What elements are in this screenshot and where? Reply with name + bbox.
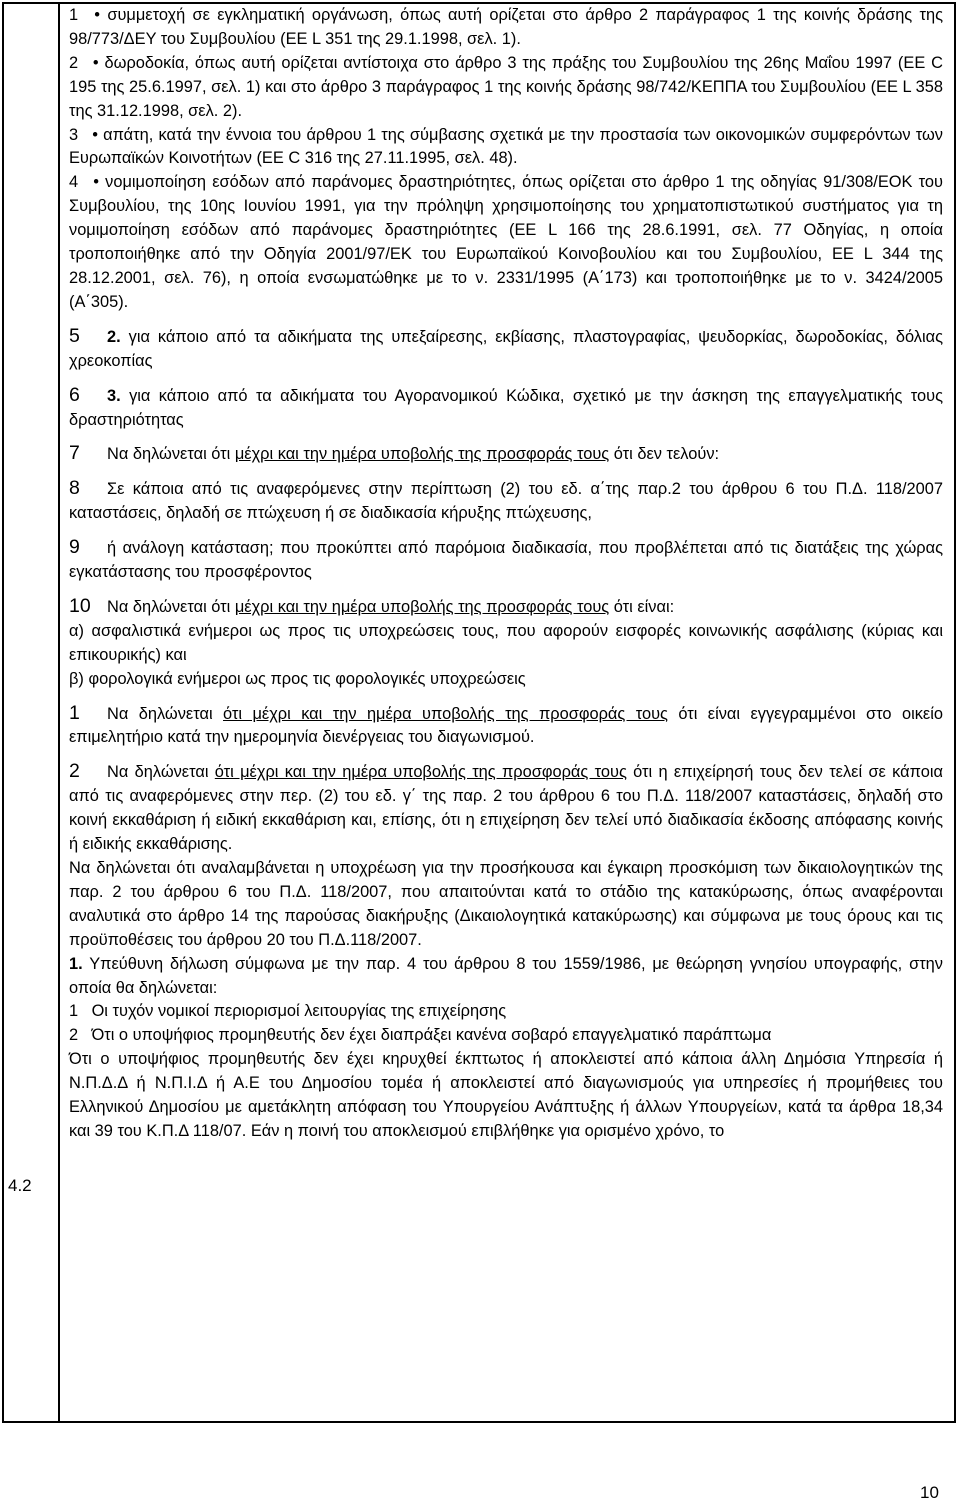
list-item: 10 Να δηλώνεται ότι μέχρι και την ημέρα υποβολής της προσφοράς τους ότι είναι:	[69, 594, 675, 617]
paragraph: Να δηλώνεται ότι αναλαμβάνεται η υποχρέωση για την προσήκουσα και έγκαιρη προσκόμιση των δικαιολογητικών της παρ. 2 του άρθρου 6 του Π.Δ. 118/2007, που απαιτούνται κατά το στάδιο της κατακύρωσης, όπως αναφέρονται αναλυτικά στο άρθρο 14 της παρούσας διακήρυξης (Δικαιολογητικά κατακύρωσης) και σύμφωνα με τους όρους και τις προϋποθέσεις του άρθρου 20 του Π.Δ.118/2007.	[69, 859, 943, 949]
list-item: 2 Να δηλώνεται ότι μέχρι και την ημέρα υποβολής της προσφοράς τους ότι η επιχείρησή τους δεν τελεί σε κάποια από τις αναφερόμενες στην περ. (2) του εδ. γ΄ της παρ. 2 του άρθρου 6 του Π.Δ. 118/2007 καταστάσεις, δηλαδή στο κοινή εκκαθάριση ή ειδική εκκαθάριση και, επίσης, ότι η επιχείρηση δεν τελεί υπό διαδικασία έκδοσης απόφασης κοινής ή ειδικής εκκαθάρισης.	[69, 760, 943, 854]
list-item: 3 • απάτη, κατά την έννοια του άρθρου 1 της σύμβασης σχετικά με την προστασία των οικονομικών συμφερόντων των Ευρωπαϊκών Κοινοτήτων (ΕΕ C 316 της 27.11.1995, σελ. 48).	[69, 125, 943, 168]
list-item: 5 2. για κάποιο από τα αδικήματα της υπεξαίρεσης, εκβίασης, πλαστογραφίας, ψευδορκίας, δωροδοκίας, δόλιας χρεοκοπίας	[69, 324, 943, 370]
list-item: 9 ή ανάλογη κατάσταση; που προκύπτει από παρόμοια διαδικασία, που προβλέπεται από τις διατάξεις της χώρας εγκατάστασης του προσφέροντος	[69, 536, 943, 582]
list-item: 6 3. για κάποιο από τα αδικήματα του Αγορανομικού Κώδικα, σχετικό με την άσκηση της επαγγελματικής τους δραστηριότητας	[69, 383, 943, 429]
list-item: 8 Σε κάποια από τις αναφερόμενες στην περίπτωση (2) του εδ. α΄της παρ.2 του άρθρου 6 του Π.Δ. 118/2007 καταστάσεις, δηλαδή σε πτώχευση ή σε διαδικασία κήρυξης πτώχευσης,	[69, 477, 943, 523]
list-item: 1 • συμμετοχή σε εγκληματική οργάνωση, όπως αυτή ορίζεται στο άρθρο 2 παράγραφος 1 της κοινής δράσης της 98/773/ΔΕΥ του Συμβουλίου (ΕΕ L 351 της 29.1.1998, σελ. 1).	[69, 6, 943, 48]
list-item: 7 Να δηλώνεται ότι μέχρι και την ημέρα υποβολής της προσφοράς τους ότι δεν τελούν:	[69, 442, 720, 465]
page-number: 10	[920, 1483, 939, 1502]
section-number: 4.2	[8, 1176, 32, 1195]
list-item: 1 Οι τυχόν νομικοί περιορισμοί λειτουργίας της επιχείρησης	[69, 1002, 507, 1021]
document-body	[69, 4, 943, 1144]
paragraph: Ότι ο υποψήφιος προμηθευτής δεν έχει κηρυχθεί έκπτωτος ή αποκλειστεί από κάποια άλλη Δημόσια Υπηρεσία ή Ν.Π.Δ.Δ ή Ν.Π.Ι.Δ ή Α.Ε του Δημοσίου τομέα ή αποκλειστεί από διαγωνισμούς για υπηρεσίες ή προμήθειες του Ελληνικού Δημοσίου με αμετάκλητη απόφαση του Υπουργείου Ανάπτυξης ή άλλων Υπουργείων, κατά τα άρθρα 18,34 και 39 του Κ.Π.Δ 118/07. Εάν η ποινή του αποκλεισμού επιβλήθηκε για ορισμένο χρόνο, το	[69, 1050, 943, 1140]
column-divider	[58, 2, 60, 1423]
section-4-2-intro: 1. Υπεύθυνη δήλωση σύμφωνα με την παρ. 4 του άρθρου 8 του 1559/1986, με θεώρηση γνησίου υπογραφής, στην οποία θα δηλώνεται:	[69, 954, 943, 997]
list-item: 4 • νομιμοποίηση εσόδων από παράνομες δραστηριότητες, όπως ορίζεται στο άρθρο 1 της οδηγίας 91/308/ΕΟΚ του Συμβουλίου, της 10ης Ιουνίου 1991, για την πρόληψη χρησιμοποίησης του χρηματοπιστωτικού συστήματος για τη νομιμοποίηση εσόδων από παράνομες δραστηριότητες (ΕΕ L 166 της 28.6.1991, σελ. 77 Οδηγίας, η οποία τροποποιήθηκε από την Οδηγία 2001/97/ΕΚ του Ευρωπαϊκού Κοινοβουλίου και του Συμβουλίου, ΕΕ L 344 της 28.12.2001, σελ. 76), η οποία ενσωματώθηκε με το ν. 2331/1995 (Α΄173) και τροποποιήθηκε με το ν. 3424/2005 (Α΄305).	[69, 173, 943, 311]
list-item: 2 Ότι ο υποψήφιος προμηθευτής δεν έχει διαπράξει κανένα σοβαρό επαγγελματικό παράπτωμα	[69, 1026, 772, 1045]
list-item: 1 Να δηλώνεται ότι μέχρι και την ημέρα υποβολής της προσφοράς τους ότι είναι εγγεγραμμένοι στο οικείο επιμελητήριο κατά την ημερομηνία διενέργειας του διαγωνισμού.	[69, 701, 943, 747]
paragraph: β) φορολογικά ενήμεροι ως προς τις φορολογικές υποχρεώσεις	[69, 669, 526, 688]
paragraph: α) ασφαλιστικά ενήμεροι ως προς τις υποχρεώσεις τους, που αφορούν εισφορές κοινωνικής ασφάλισης (κύριας και επικουρικής) και	[69, 621, 943, 664]
list-item: 2 • δωροδοκία, όπως αυτή ορίζεται αντίστοιχα στο άρθρο 3 της πράξης του Συμβουλίου της 26ης Μαΐου 1997 (ΕΕ C 195 της 25.6.1997, σελ. 1) και στο άρθρο 3 παράγραφος 1 της κοινής δράσης 98/742/ΚΕΠΠΑ του Συμβουλίου (ΕΕ L 358 της 31.12.1998, σελ. 2).	[69, 53, 943, 120]
